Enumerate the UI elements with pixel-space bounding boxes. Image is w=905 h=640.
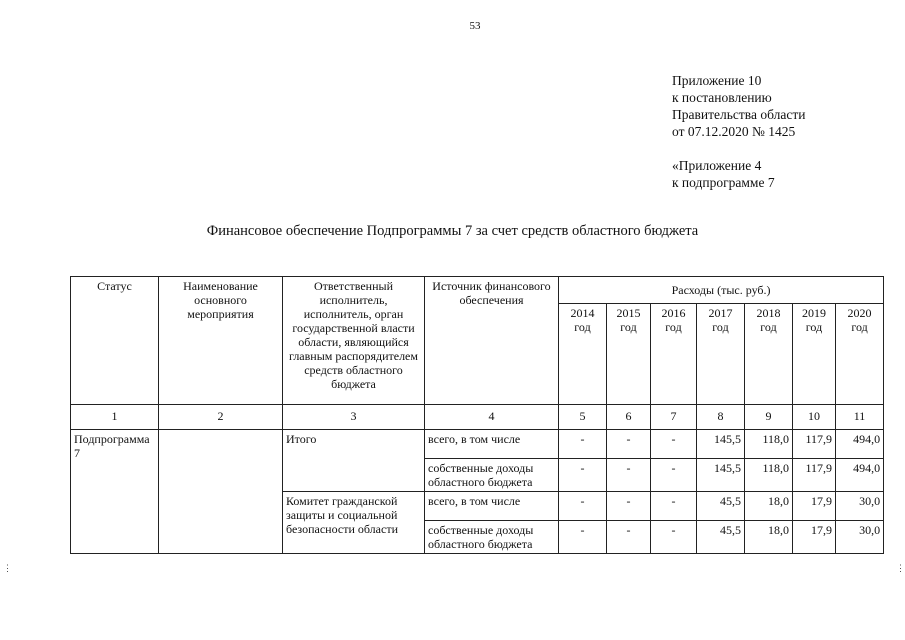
column-number: 8 xyxy=(697,405,745,430)
value-cell: - xyxy=(559,521,607,554)
column-number: 7 xyxy=(651,405,697,430)
page-number: 53 xyxy=(469,20,481,32)
header-status: Статус xyxy=(71,277,159,405)
header-year: 2014 год xyxy=(559,304,607,405)
value-cell: - xyxy=(559,492,607,521)
value-cell: 18,0 xyxy=(745,492,793,521)
header-year: 2015 год xyxy=(607,304,651,405)
annex-line: к подпрограмме 7 xyxy=(672,175,775,190)
value-cell: 117,9 xyxy=(793,459,836,492)
executor-cell: Комитет гражданской защиты и социальной безопасности области xyxy=(283,492,425,554)
column-number: 6 xyxy=(607,405,651,430)
scan-edge-mark: ⋮ xyxy=(896,563,905,573)
value-cell: - xyxy=(651,492,697,521)
scan-edge-mark: ⋮ xyxy=(3,563,12,573)
value-cell: 118,0 xyxy=(745,430,793,459)
header-event: Наименование основного мероприятия xyxy=(159,277,283,405)
column-number: 2 xyxy=(159,405,283,430)
column-number: 9 xyxy=(745,405,793,430)
source-cell: всего, в том числе xyxy=(425,492,559,521)
financing-table xyxy=(70,276,884,554)
header-year: 2017 год xyxy=(697,304,745,405)
status-cell: Подпрограмма 7 xyxy=(71,430,159,554)
annex-line: к постановлению xyxy=(672,90,772,105)
value-cell: 45,5 xyxy=(697,521,745,554)
column-number-row xyxy=(71,405,884,430)
value-cell: 118,0 xyxy=(745,459,793,492)
value-cell: - xyxy=(607,521,651,554)
executor-cell: Итого xyxy=(283,430,425,492)
annex-line: Приложение 10 xyxy=(672,73,762,88)
column-number: 4 xyxy=(425,405,559,430)
value-cell: 30,0 xyxy=(836,521,884,554)
value-cell: 145,5 xyxy=(697,459,745,492)
column-number: 3 xyxy=(283,405,425,430)
value-cell: - xyxy=(651,521,697,554)
value-cell: - xyxy=(651,430,697,459)
column-number: 10 xyxy=(793,405,836,430)
value-cell: 117,9 xyxy=(793,430,836,459)
value-cell: 17,9 xyxy=(793,492,836,521)
value-cell: - xyxy=(607,492,651,521)
value-cell: 145,5 xyxy=(697,430,745,459)
source-cell: собственные доходы областного бюджета xyxy=(425,521,559,554)
value-cell: 17,9 xyxy=(793,521,836,554)
annex-line: «Приложение 4 xyxy=(672,158,762,173)
header-row xyxy=(71,277,884,304)
value-cell: 494,0 xyxy=(836,430,884,459)
document-title: Финансовое обеспечение Подпрограммы 7 за счет средств областного бюджета xyxy=(206,223,699,239)
value-cell: - xyxy=(559,430,607,459)
column-number: 1 xyxy=(71,405,159,430)
source-cell: всего, в том числе xyxy=(425,430,559,459)
header-expenses: Расходы (тыс. руб.) xyxy=(559,277,884,304)
event-cell xyxy=(159,430,283,554)
column-number: 5 xyxy=(559,405,607,430)
value-cell: 45,5 xyxy=(697,492,745,521)
header-year: 2016 год xyxy=(651,304,697,405)
column-number: 11 xyxy=(836,405,884,430)
header-source: Источник финансового обеспечения xyxy=(425,277,559,405)
value-cell: 494,0 xyxy=(836,459,884,492)
table-row xyxy=(71,430,884,459)
value-cell: - xyxy=(607,430,651,459)
annex-spacer xyxy=(672,140,805,157)
header-year: 2018 год xyxy=(745,304,793,405)
annex-block xyxy=(672,72,805,191)
header-year: 2019 год xyxy=(793,304,836,405)
annex-line: Правительства области xyxy=(672,107,806,122)
source-cell: собственные доходы областного бюджета xyxy=(425,459,559,492)
value-cell: - xyxy=(607,459,651,492)
value-cell: 30,0 xyxy=(836,492,884,521)
value-cell: 18,0 xyxy=(745,521,793,554)
value-cell: - xyxy=(559,459,607,492)
header-year: 2020 год xyxy=(836,304,884,405)
header-executor: Ответственный исполнитель, исполнитель, орган государственной власти области, являющийся главным распорядителем средств областного бюджета xyxy=(283,277,425,405)
annex-line: от 07.12.2020 № 1425 xyxy=(672,124,796,139)
value-cell: - xyxy=(651,459,697,492)
